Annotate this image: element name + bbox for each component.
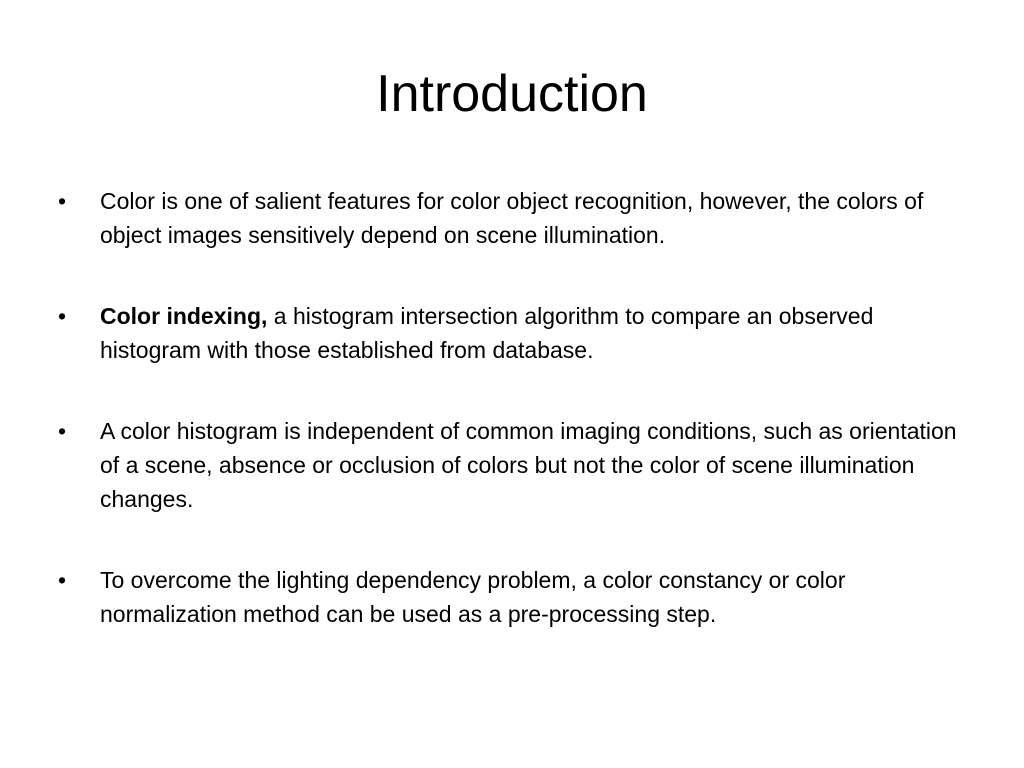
bullet-item-4 bbox=[56, 563, 966, 631]
bullet-marker-icon: • bbox=[58, 303, 67, 329]
bullet-item-2 bbox=[56, 299, 966, 367]
bullet-text: To overcome the lighting dependency problem, a color constancy or color normalization method can be used as a pre-processing step. bbox=[100, 567, 846, 627]
bullet-marker-icon: • bbox=[58, 567, 67, 593]
bullet-text: A color histogram is independent of common imaging conditions, such as orientation of a scene, absence or occlusion of colors but not the color of scene illumination changes. bbox=[100, 418, 957, 512]
bullet-list bbox=[56, 184, 966, 678]
bullet-item-1 bbox=[56, 184, 966, 252]
bullet-marker-icon: • bbox=[58, 188, 67, 214]
bullet-bold-term: Color indexing, bbox=[100, 303, 268, 329]
bullet-item-3 bbox=[56, 414, 966, 516]
slide-title: Introduction bbox=[376, 65, 648, 123]
bullet-text: a histogram intersection algorithm to compare an observed histogram with those established from database. bbox=[100, 303, 874, 363]
bullet-text: Color is one of salient features for color object recognition, however, the colors of object images sensitively depend on scene illumination. bbox=[100, 188, 924, 248]
bullet-marker-icon: • bbox=[58, 418, 67, 444]
